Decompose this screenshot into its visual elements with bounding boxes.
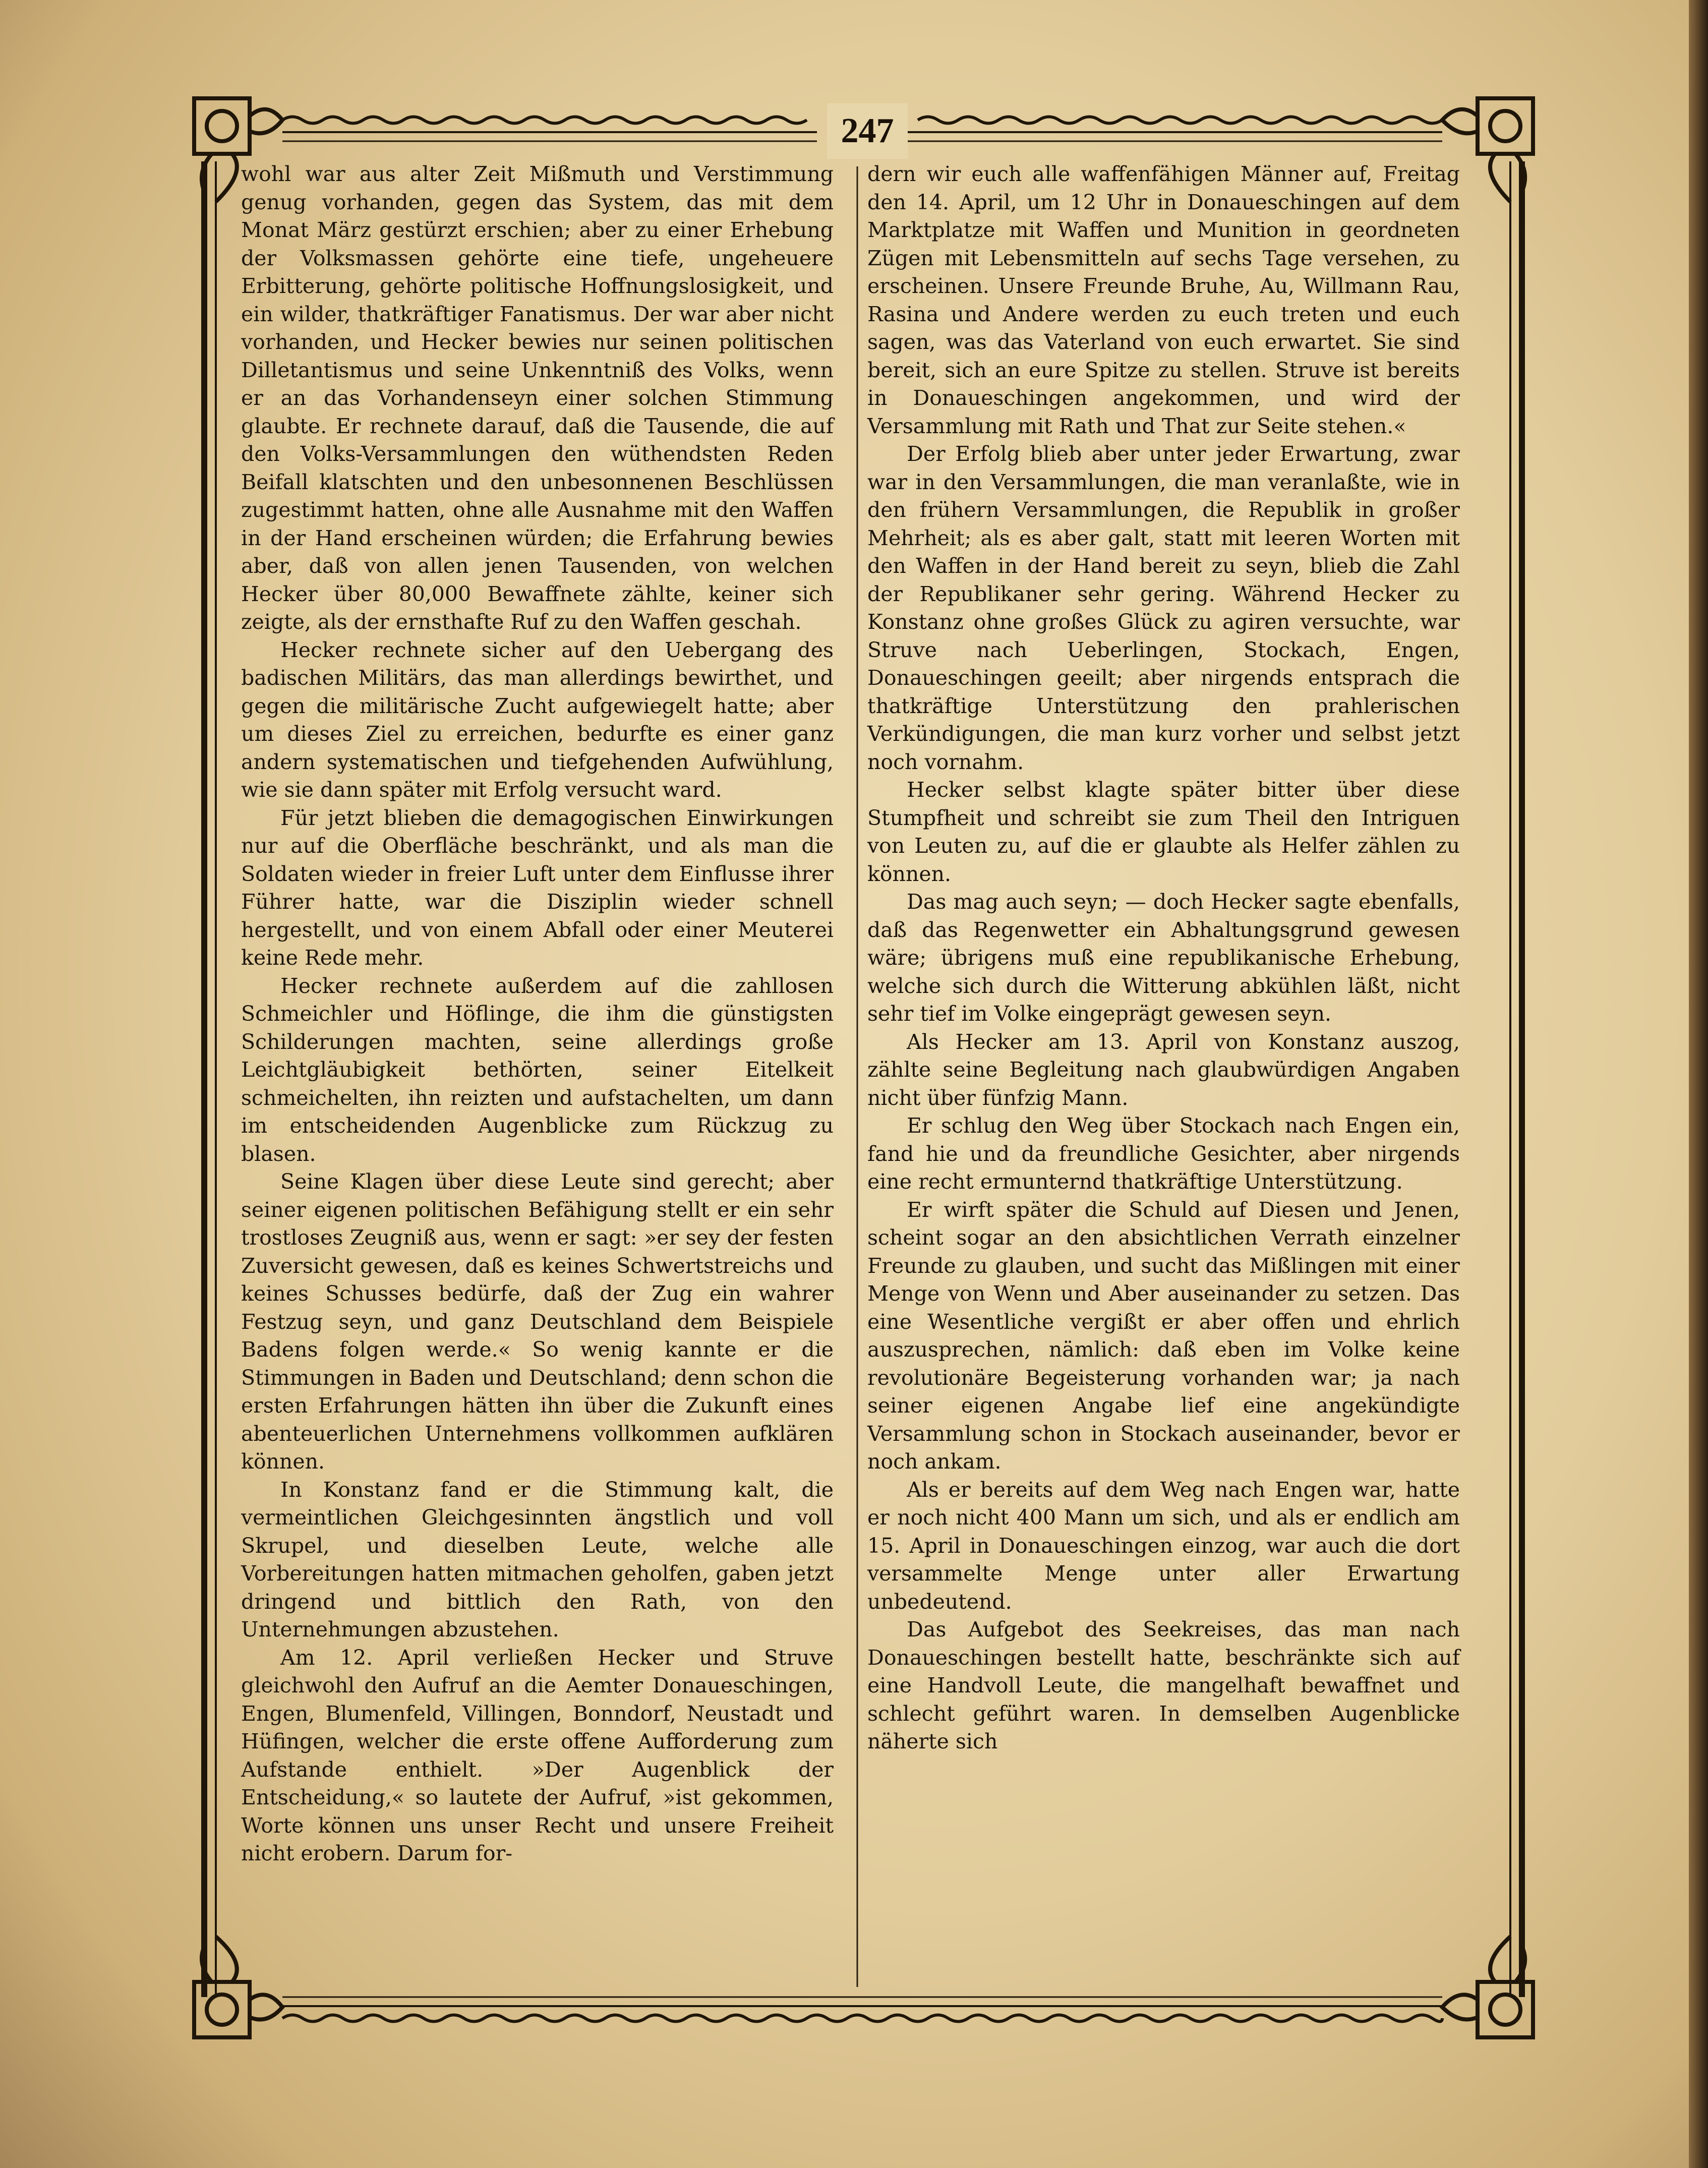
paragraph: Als er bereits auf dem Weg nach Engen war, hatte er noch nicht 400 Mann um sich, und als er endlich am 15. April in Donaueschingen einzog, war auch die dort versammelte Menge unter aller Erwartung unbedeutend.	[867, 1477, 1460, 1614]
left-column	[241, 160, 834, 1868]
paragraph: wohl war aus alter Zeit Mißmuth und Verstimmung genug vorhanden, gegen das System, das mit dem Monat März gestürzt erschien; aber zu einer Erhebung der Volksmassen gehörte eine tiefe, ungeheuere Erbitterung, gehörte politische Hoffnungslosigkeit, und ein wilder, thatkräftiger Fanatismus. Der war aber nicht vorhanden, und Hecker bewies nur seinen politischen Dilletantismus und seine Unkenntniß des Volks, wenn er an das Vorhandenseyn einer solchen Stimmung glaubte. Er rechnete darauf, daß die Tausende, die auf den Volks-Versammlungen den wüthendsten Reden Beifall klatschten und den unbesonnenen Beschlüssen zugestimmt hatten, ohne alle Ausnahme mit den Waffen in der Hand erscheinen würden; die Erfahrung bewies aber, daß von allen jenen Tausenden, von welchen Hecker über 80,000 Bewaffnete zählte, keiner sich zeigte, als der ernsthafte Ruf zu den Waffen geschah.	[241, 162, 834, 634]
paragraph: Hecker rechnete sicher auf den Uebergang des badischen Militärs, das man allerdings bewirthet, und gegen die militärische Zucht aufgewiegelt hatte; aber um dieses Ziel zu erreichen, bedurfte es einer ganz andern systematischen und tiefgehenden Aufwühlung, wie sie dann später mit Erfolg versucht ward.	[241, 637, 834, 802]
page-number: 247	[827, 103, 908, 159]
paragraph: Das mag auch seyn; — doch Hecker sagte ebenfalls, daß das Regenwetter ein Abhaltungsgrund gewesen wäre; übrigens muß eine republikanische Erhebung, welche sich durch die Witterung abkühlen läßt, nicht sehr tief im Volke eingeprägt gewesen seyn.	[867, 890, 1460, 1026]
paragraph: Der Erfolg blieb aber unter jeder Erwartung, zwar war in den Versammlungen, die man veranlaßte, wie in den frühern Versammlungen, die Republik in großer Mehrheit; als es aber galt, statt mit leeren Worten mit den Waffen in der Hand bereit zu seyn, blieb die Zahl der Republikaner sehr gering. Während Hecker zu Konstanz ohne großes Glück zu agiren versuchte, war Struve nach Ueberlingen, Stockach, Engen, Donaueschingen geeilt; aber nirgends entsprach die thatkräftige Unterstützung den prahlerischen Verkündigungen, die man kurz vorher und selbst jetzt noch vornahm.	[867, 442, 1460, 774]
paragraph: Für jetzt blieben die demagogischen Einwirkungen nur auf die Oberfläche beschränkt, und als man die Soldaten wieder in freier Luft unter dem Einflusse ihrer Führer hatte, war die Disziplin wieder schnell hergestellt, und von einem Abfall oder einer Meuterei keine Rede mehr.	[241, 805, 834, 970]
paragraph: Hecker selbst klagte später bitter über diese Stumpfheit und schreibt sie zum Theil den Intriguen von Leuten zu, auf die er glaubte als Helfer zählen zu können.	[867, 778, 1460, 886]
paragraph: Hecker rechnete außerdem auf die zahllosen Schmeichler und Höflinge, die ihm die günstigsten Schilderungen machten, seine allerdings große Leichtgläubigkeit bethörten, seiner Eitelkeit schmeichelten, ihn reizten und aufstachelten, um dann im entscheidenden Augenblicke zum Rückzug zu blasen.	[241, 973, 834, 1166]
paragraph: In Konstanz fand er die Stimmung kalt, die vermeintlichen Gleichgesinnten ängstlich und voll Skrupel, und dieselben Leute, welche alle Vorbereitungen hatten mitmachen geholfen, gaben jetzt dringend und bittlich den Rath, von den Unternehmungen abzustehen.	[241, 1477, 834, 1642]
paragraph: dern wir euch alle waffenfähigen Männer auf, Freitag den 14. April, um 12 Uhr in Donaueschingen auf dem Marktplatze mit Waffen und Munition in geordneten Zügen mit Lebensmitteln auf sechs Tage versehen, zu erscheinen. Unsere Freunde Bruhe, Au, Willmann Rau, Rasina und Andere werden zu euch treten und euch sagen, was das Vaterland von euch erwartet. Sie sind bereit, sich an eure Spitze zu stellen. Struve ist bereits in Donaueschingen angekommen, und wird der Versammlung mit Rath und That zur Seite stehen.«	[867, 162, 1460, 438]
paragraph: Er wirft später die Schuld auf Diesen und Jenen, scheint sogar an den absichtlichen Verrath einzelner Freunde zu glauben, und sucht das Mißlingen mit einer Menge von Wenn und Aber auseinander zu setzen. Das eine Wesentliche vergißt er aber offen und ehrlich auszusprechen, nämlich: daß eben im Volke keine revolutionäre Begeisterung vorhanden war; ja nach seiner eigenen Angabe lief eine angekündigte Versammlung schon in Stockach auseinander, bevor er noch ankam.	[867, 1197, 1460, 1474]
paragraph: Am 12. April verließen Hecker und Struve gleichwohl den Aufruf an die Aemter Donaueschingen, Engen, Blumenfeld, Villingen, Bonndorf, Neustadt und Hüfingen, welcher die erste offene Aufforderung zum Aufstande enthielt. »Der Augenblick der Entscheidung,« so lautete der Aufruf, »ist gekommen, Worte können uns unser Recht und unsere Freiheit nicht erobern. Darum for-	[241, 1645, 834, 1865]
paragraph: Das Aufgebot des Seekreises, das man nach Donaueschingen bestellt hatte, beschränkte sich auf eine Handvoll Leute, die mangelhaft bewaffnet und schlecht geführt waren. In demselben Augenblicke näherte sich	[867, 1617, 1460, 1753]
right-column	[867, 160, 1460, 1756]
paragraph: Seine Klagen über diese Leute sind gerecht; aber seiner eigenen politischen Befähigung stellt er ein sehr trostloses Zeugniß aus, wenn er sagt: »er sey der festen Zuversicht gewesen, daß es keines Schwertstreichs und keines Schusses bedürfe, daß der Zug ein wahrer Festzug seyn, und ganz Deutschland dem Beispiele Badens folgen werde.« So wenig kannte er die Stimmungen in Baden und Deutschland; denn schon die ersten Erfahrungen hätten ihn über die Zukunft eines abenteuerlichen Unternehmens vollkommen aufklären können.	[241, 1169, 834, 1474]
paragraph: Als Hecker am 13. April von Konstanz auszog, zählte seine Begleitung nach glaubwürdigen Angaben nicht über fünfzig Mann.	[867, 1029, 1460, 1110]
paragraph: Er schlug den Weg über Stockach nach Engen ein, fand hie und da freundliche Gesichter, aber nirgends eine recht ermunternd thatkräftige Unterstützung.	[867, 1114, 1460, 1194]
